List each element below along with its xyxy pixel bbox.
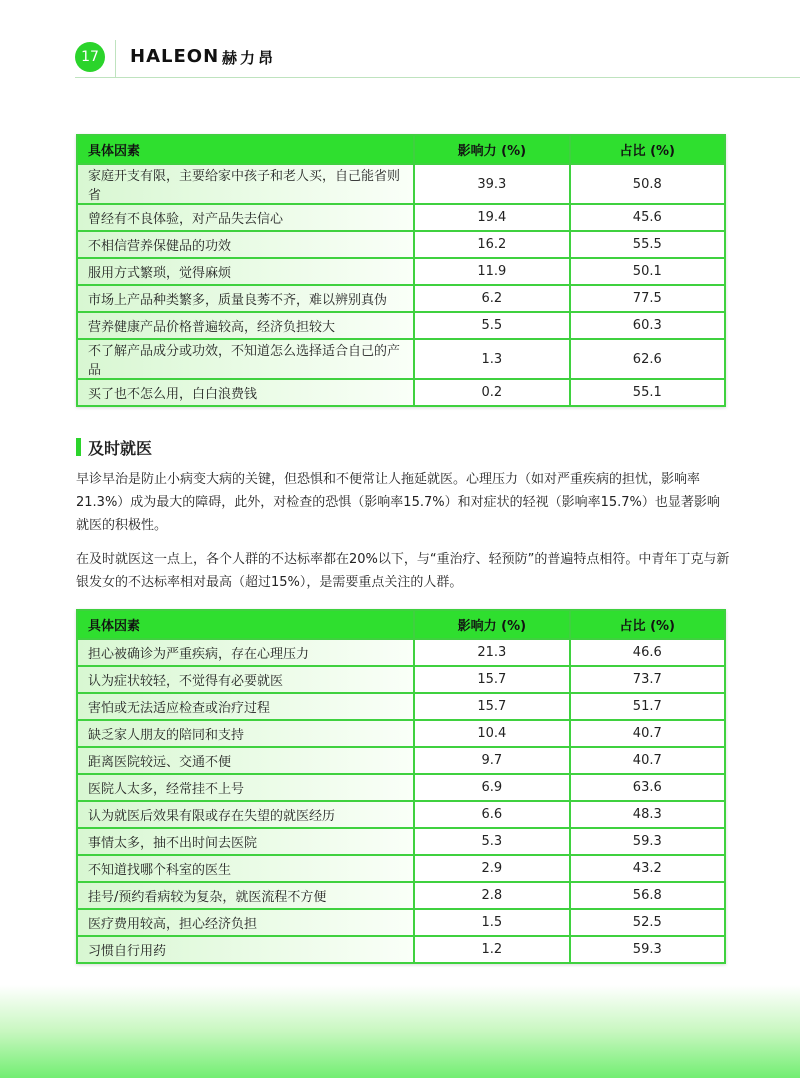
table-row bbox=[77, 164, 725, 204]
table-row bbox=[77, 801, 725, 828]
share-cell: 43.2 bbox=[570, 855, 725, 882]
share-cell: 51.7 bbox=[570, 693, 725, 720]
factor-cell: 不了解产品成分或功效，不知道怎么选择适合自己的产品 bbox=[77, 339, 414, 379]
table-row bbox=[77, 285, 725, 312]
column-header: 具体因素 bbox=[77, 610, 414, 639]
share-cell: 52.5 bbox=[570, 909, 725, 936]
header-rule bbox=[75, 77, 800, 78]
factor-cell: 服用方式繁琐，觉得麻烦 bbox=[77, 258, 414, 285]
table-row bbox=[77, 258, 725, 285]
influence-cell: 1.5 bbox=[414, 909, 569, 936]
influence-cell: 6.2 bbox=[414, 285, 569, 312]
column-header: 占比 (%) bbox=[570, 135, 725, 164]
influence-cell: 5.3 bbox=[414, 828, 569, 855]
share-cell: 59.3 bbox=[570, 828, 725, 855]
share-cell: 73.7 bbox=[570, 666, 725, 693]
influence-cell: 15.7 bbox=[414, 693, 569, 720]
factor-cell: 营养健康产品价格普遍较高，经济负担较大 bbox=[77, 312, 414, 339]
column-header: 具体因素 bbox=[77, 135, 414, 164]
share-cell: 50.8 bbox=[570, 164, 725, 204]
factor-cell: 不知道找哪个科室的医生 bbox=[77, 855, 414, 882]
influence-cell: 5.5 bbox=[414, 312, 569, 339]
influence-cell: 21.3 bbox=[414, 639, 569, 666]
table-row bbox=[77, 639, 725, 666]
table-row bbox=[77, 828, 725, 855]
factor-cell: 医疗费用较高，担心经济负担 bbox=[77, 909, 414, 936]
table-row bbox=[77, 339, 725, 379]
share-cell: 77.5 bbox=[570, 285, 725, 312]
brand-logo: HALEON bbox=[130, 46, 220, 67]
influence-cell: 10.4 bbox=[414, 720, 569, 747]
table-row bbox=[77, 720, 725, 747]
table-row bbox=[77, 312, 725, 339]
factor-cell: 医院人太多，经常挂不上号 bbox=[77, 774, 414, 801]
influence-cell: 6.9 bbox=[414, 774, 569, 801]
table-row bbox=[77, 747, 725, 774]
share-cell: 45.6 bbox=[570, 204, 725, 231]
share-cell: 40.7 bbox=[570, 747, 725, 774]
influence-cell: 1.2 bbox=[414, 936, 569, 963]
column-header: 影响力 (%) bbox=[414, 135, 569, 164]
influence-cell: 11.9 bbox=[414, 258, 569, 285]
factor-cell: 市场上产品种类繁多，质量良莠不齐，难以辨别真伪 bbox=[77, 285, 414, 312]
influence-cell: 39.3 bbox=[414, 164, 569, 204]
table-row bbox=[77, 855, 725, 882]
share-cell: 59.3 bbox=[570, 936, 725, 963]
share-cell: 55.5 bbox=[570, 231, 725, 258]
factor-cell: 担心被确诊为严重疾病，存在心理压力 bbox=[77, 639, 414, 666]
paragraph: 在及时就医这一点上，各个人群的不达标率都在20%以下，与“重治疗、轻预防”的普遍特点相符。中青年丁克与新银发女的不达标率相对最高（超过15%），是需要重点关注的人群。 bbox=[76, 552, 730, 590]
factor-cell: 家庭开支有限，主要给家中孩子和老人买，自己能省则省 bbox=[77, 164, 414, 204]
page-number-badge: 17 bbox=[75, 42, 105, 72]
factor-cell: 认为就医后效果有限或存在失望的就医经历 bbox=[77, 801, 414, 828]
factor-cell: 事情太多，抽不出时间去医院 bbox=[77, 828, 414, 855]
share-cell: 62.6 bbox=[570, 339, 725, 379]
table-medical-factors bbox=[76, 609, 726, 964]
table-row bbox=[77, 379, 725, 406]
divider bbox=[115, 40, 116, 78]
share-cell: 46.6 bbox=[570, 639, 725, 666]
factor-cell: 买了也不怎么用，白白浪费钱 bbox=[77, 379, 414, 406]
page-header bbox=[0, 0, 800, 80]
table-supplement-factors bbox=[76, 134, 726, 407]
factor-cell: 不相信营养保健品的功效 bbox=[77, 231, 414, 258]
bottom-gradient bbox=[0, 985, 800, 1078]
paragraph: 早诊早治是防止小病变大病的关键，但恐惧和不便常让人拖延就医。心理压力（如对严重疾病的担忧，影响率21.3%）成为最大的障碍，此外，对检查的恐惧（影响率15.7%）和对症状的轻视（影响率15.7%）也显著影响就医的积极性。 bbox=[76, 472, 720, 533]
influence-cell: 1.3 bbox=[414, 339, 569, 379]
factor-cell: 曾经有不良体验，对产品失去信心 bbox=[77, 204, 414, 231]
table-row bbox=[77, 936, 725, 963]
factor-cell: 害怕或无法适应检查或治疗过程 bbox=[77, 693, 414, 720]
table-row bbox=[77, 882, 725, 909]
influence-cell: 2.8 bbox=[414, 882, 569, 909]
table-row bbox=[77, 231, 725, 258]
table-row bbox=[77, 204, 725, 231]
table-row bbox=[77, 909, 725, 936]
influence-cell: 0.2 bbox=[414, 379, 569, 406]
factor-cell: 挂号/预约看病较为复杂，就医流程不方便 bbox=[77, 882, 414, 909]
influence-cell: 9.7 bbox=[414, 747, 569, 774]
share-cell: 40.7 bbox=[570, 720, 725, 747]
table-row bbox=[77, 774, 725, 801]
section-title: 及时就医 bbox=[76, 436, 152, 459]
table-header-row bbox=[77, 135, 725, 164]
brand-logo-cn: 赫力昂 bbox=[222, 49, 277, 67]
table-row bbox=[77, 693, 725, 720]
influence-cell: 19.4 bbox=[414, 204, 569, 231]
share-cell: 60.3 bbox=[570, 312, 725, 339]
table-header-row bbox=[77, 610, 725, 639]
share-cell: 50.1 bbox=[570, 258, 725, 285]
share-cell: 55.1 bbox=[570, 379, 725, 406]
influence-cell: 6.6 bbox=[414, 801, 569, 828]
influence-cell: 15.7 bbox=[414, 666, 569, 693]
factor-cell: 习惯自行用药 bbox=[77, 936, 414, 963]
factor-cell: 距离医院较远、交通不便 bbox=[77, 747, 414, 774]
influence-cell: 2.9 bbox=[414, 855, 569, 882]
share-cell: 48.3 bbox=[570, 801, 725, 828]
column-header: 影响力 (%) bbox=[414, 610, 569, 639]
influence-cell: 16.2 bbox=[414, 231, 569, 258]
factor-cell: 缺乏家人朋友的陪同和支持 bbox=[77, 720, 414, 747]
column-header: 占比 (%) bbox=[570, 610, 725, 639]
table-row bbox=[77, 666, 725, 693]
share-cell: 63.6 bbox=[570, 774, 725, 801]
factor-cell: 认为症状较轻，不觉得有必要就医 bbox=[77, 666, 414, 693]
share-cell: 56.8 bbox=[570, 882, 725, 909]
